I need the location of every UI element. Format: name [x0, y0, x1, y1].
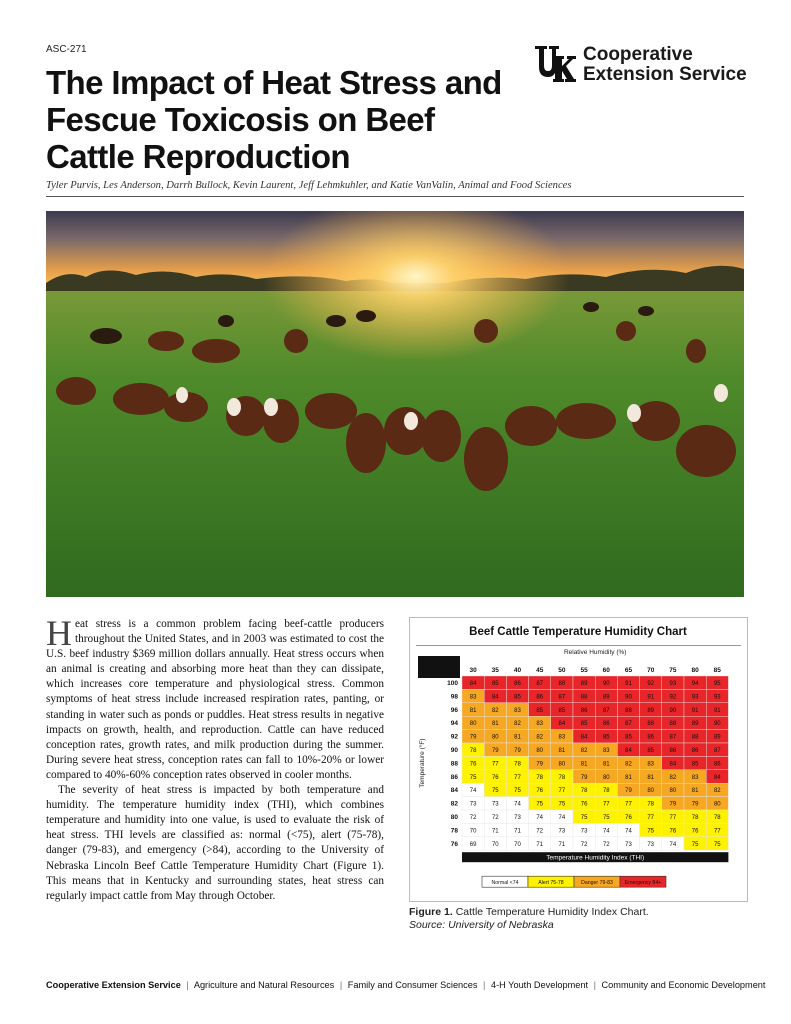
cell-value: 89 — [713, 734, 721, 741]
cell-value: 75 — [536, 801, 544, 808]
cell-value: 90 — [669, 707, 677, 714]
cell-value: 83 — [536, 721, 544, 728]
y-tick-label: 92 — [450, 733, 458, 741]
cell-value: 73 — [580, 828, 588, 835]
cell-value: 80 — [491, 734, 499, 741]
cell-value: 92 — [647, 681, 655, 687]
paragraph-1 — [46, 613, 384, 783]
cell-value: 86 — [602, 721, 610, 728]
cell-value: 70 — [491, 841, 499, 848]
legend-label: Normal <74 — [491, 880, 519, 887]
cell-value: 80 — [602, 774, 610, 781]
footer-item: Community and Economic Development — [601, 980, 766, 990]
cell-value: 69 — [469, 841, 477, 848]
logo-wordmark — [583, 45, 747, 85]
cell-value: 93 — [691, 694, 699, 701]
cell-value: 87 — [669, 734, 677, 741]
cell-value: 84 — [669, 761, 677, 768]
cell-value: 79 — [669, 801, 677, 808]
cell-value: 78 — [713, 815, 721, 821]
footer-separator: | — [593, 980, 596, 990]
cell-value: 79 — [514, 748, 521, 754]
cell-value: 88 — [691, 734, 699, 741]
header-divider — [46, 196, 744, 197]
thi-chart-figure — [409, 617, 748, 902]
x-tick-label: 85 — [713, 667, 721, 674]
intro-body — [46, 613, 384, 904]
cell-value: 78 — [580, 788, 588, 795]
cell-value: 75 — [514, 788, 521, 795]
cell-value: 80 — [713, 801, 721, 808]
x-tick-label: 40 — [513, 667, 522, 674]
cell-value: 85 — [625, 734, 632, 741]
cell-value: 83 — [602, 748, 610, 754]
y-tick-label: 100 — [447, 680, 458, 687]
cell-value: 71 — [536, 841, 544, 848]
cell-value: 77 — [491, 761, 499, 768]
y-tick-label: 82 — [450, 800, 458, 808]
cell-value: 84 — [625, 748, 632, 754]
cell-value: 80 — [647, 788, 655, 795]
y-tick-label: 86 — [450, 773, 458, 781]
cell-value: 78 — [602, 788, 610, 795]
cell-value: 80 — [669, 788, 677, 795]
y-tick-label: 94 — [450, 720, 458, 728]
cell-value: 76 — [536, 788, 544, 795]
cell-value: 77 — [713, 828, 721, 835]
cell-value: 86 — [536, 694, 544, 701]
cell-value: 88 — [625, 707, 632, 714]
x-tick-label: 70 — [647, 667, 655, 674]
thi-axis-label: Temperature Humidity Index (THI) — [546, 854, 645, 862]
cell-value: 80 — [558, 761, 566, 768]
cell-value: 88 — [669, 721, 677, 728]
cell-value: 95 — [713, 681, 721, 687]
cell-value: 85 — [647, 748, 655, 754]
cell-value: 82 — [625, 761, 632, 768]
cell-value: 85 — [580, 721, 588, 728]
footer-item: Agriculture and Natural Resources — [193, 980, 335, 990]
cell-value: 82 — [713, 788, 721, 795]
caption-label: Figure 1. — [409, 906, 453, 918]
cell-value: 77 — [625, 801, 632, 808]
cell-value: 70 — [514, 841, 521, 848]
x-tick-label: 45 — [536, 667, 544, 674]
cell-value: 76 — [580, 801, 588, 808]
author-line: Tyler Purvis, Les Anderson, Darrh Bullock, Kevin Laurent, Jeff Lehmkuhler, and Katie VanValin, Animal and Food Sciences — [46, 180, 572, 191]
cell-value: 86 — [580, 707, 588, 714]
cell-value: 84 — [580, 734, 588, 741]
cell-value: 74 — [625, 828, 632, 835]
cell-value: 73 — [558, 828, 566, 835]
paragraph-2: The severity of heat stress is impacted by both temperature and humidity. The temperature humidity index (THI), which combines temperature and humidity into one value, is used to evaluate the risk of heat stress. THI levels are classified as: normal (<75), alert (75-78), danger (79-83), and emergency (>84), according to the University of Nebraska Lincoln Beef Cattle Temperature Humidity Chart (Figure 1). This means that in Kentucky and surrounding states, heat stress can regularly impact cattle from May through October. — [46, 784, 384, 902]
y-axis-label: Temperature (°F) — [419, 738, 426, 788]
cell-value: 77 — [647, 815, 655, 821]
x-axis-label: Relative Humidity (%) — [563, 649, 627, 656]
page-footer — [46, 980, 766, 990]
footer-separator: | — [483, 980, 486, 990]
cell-value: 78 — [647, 801, 655, 808]
cell-value: 79 — [469, 734, 477, 741]
cell-value: 91 — [691, 707, 699, 714]
cell-value: 78 — [536, 774, 544, 781]
caption-text: Cattle Temperature Humidity Index Chart. — [455, 906, 649, 918]
cell-value: 72 — [580, 841, 588, 848]
cell-value: 81 — [602, 761, 610, 768]
chart-title: Beef Cattle Temperature Humidity Chart — [469, 626, 687, 638]
cell-value: 89 — [580, 681, 588, 687]
cell-value: 83 — [514, 707, 521, 714]
cell-value: 87 — [713, 748, 721, 754]
cattle-sunset-photo — [46, 211, 744, 597]
cell-value: 89 — [602, 694, 610, 701]
legend-label: Danger 79-83 — [581, 880, 613, 887]
cell-value: 87 — [558, 694, 566, 701]
cell-value: 80 — [469, 721, 477, 728]
cell-value: 78 — [469, 748, 477, 754]
cell-value: 71 — [491, 828, 499, 835]
cell-value: 81 — [491, 721, 499, 728]
cell-value: 86 — [514, 681, 521, 687]
uk-extension-logo — [533, 44, 753, 88]
logo-line-2: Extension Service — [583, 64, 747, 85]
cell-value: 83 — [647, 761, 655, 768]
footer-lead: Cooperative Extension Service — [46, 980, 181, 990]
cell-value: 75 — [558, 801, 566, 808]
y-tick-label: 96 — [450, 706, 458, 714]
paragraph-1-text: eat stress is a common problem facing beef-cattle producers throughout the United States, and in 2003 was estimated to cost the U.S. beef industry $369 million dollars annually. Heat stress occurs when an animal is creating and absorbing more heat than they can dissipate, which increases core temperature and physiological stress. Common symptoms of heat stress include increased respiration rates, panting, or standing in water such as ponds or puddles. Heat stress results in negative impacts on growth, health, and reproduction. Cattle can have reduced conception rates, growth rates, and milk production during the summer. During severe heat stress, conception rates can fall to 10%-20% or lower compared to 40%-60% conception rates observed in cooler months. — [46, 618, 384, 781]
cell-value: 76 — [691, 828, 699, 835]
cell-value: 74 — [514, 801, 521, 808]
cell-value: 74 — [536, 815, 544, 821]
cell-value: 86 — [713, 761, 721, 768]
cell-value: 91 — [713, 707, 721, 714]
cell-value: 84 — [469, 681, 477, 687]
cell-value: 83 — [691, 774, 699, 781]
cell-value: 89 — [647, 707, 655, 714]
cell-value: 79 — [691, 801, 699, 808]
cell-value: 75 — [469, 774, 477, 781]
x-tick-label: 60 — [602, 667, 610, 674]
y-tick-label: 84 — [450, 787, 458, 795]
drop-cap: H — [46, 613, 72, 653]
cell-value: 76 — [491, 774, 499, 781]
cell-value: 77 — [602, 801, 610, 808]
header-block — [418, 656, 460, 678]
cell-value: 94 — [691, 681, 699, 687]
document-id: ASC-271 — [46, 44, 87, 55]
cell-value: 81 — [469, 707, 477, 714]
cell-value: 73 — [625, 841, 632, 848]
thi-heatmap-chart — [410, 618, 747, 901]
x-tick-label: 35 — [491, 667, 499, 674]
cell-value: 75 — [713, 841, 721, 848]
cell-value: 82 — [580, 748, 588, 754]
cell-value: 72 — [469, 815, 477, 821]
footer-separator: | — [186, 980, 189, 990]
cell-value: 81 — [647, 774, 655, 781]
cell-value: 70 — [469, 828, 477, 835]
cell-value: 79 — [625, 788, 632, 795]
cell-value: 74 — [669, 841, 677, 848]
cell-value: 85 — [536, 707, 544, 714]
y-tick-label: 98 — [450, 693, 458, 701]
cell-value: 82 — [669, 774, 677, 781]
cell-value: 90 — [602, 681, 610, 687]
chart-title-rule — [416, 645, 741, 646]
cell-value: 91 — [647, 694, 655, 701]
cell-value: 83 — [469, 694, 477, 701]
footer-separator: | — [339, 980, 343, 990]
cell-value: 75 — [580, 815, 588, 821]
cell-value: 82 — [536, 734, 544, 741]
cell-value: 73 — [469, 801, 477, 808]
footer-item: 4-H Youth Development — [490, 980, 589, 990]
cell-value: 88 — [647, 721, 655, 728]
x-tick-label: 55 — [580, 667, 588, 674]
cell-value: 86 — [669, 748, 677, 754]
footer-item: Family and Consumer Sciences — [347, 980, 478, 990]
cell-value: 79 — [580, 774, 588, 781]
page-title: The Impact of Heat Stress and Fescue Toxicosis on Beef Cattle Reproduction — [46, 64, 502, 175]
cell-value: 88 — [558, 681, 566, 687]
y-tick-label: 90 — [450, 747, 458, 754]
y-tick-label: 88 — [450, 760, 458, 768]
cell-value: 90 — [713, 721, 721, 728]
cell-value: 72 — [602, 841, 610, 848]
cell-value: 80 — [536, 748, 544, 754]
cell-value: 74 — [602, 828, 610, 835]
y-tick-label: 78 — [450, 827, 458, 835]
cell-value: 81 — [558, 748, 566, 754]
cell-value: 87 — [536, 681, 544, 687]
cell-value: 82 — [491, 707, 499, 714]
cell-value: 81 — [625, 774, 632, 781]
cell-value: 75 — [647, 828, 655, 835]
cell-value: 75 — [602, 815, 610, 821]
cell-value: 76 — [669, 828, 677, 835]
cell-value: 76 — [469, 761, 477, 768]
y-tick-label: 80 — [450, 814, 458, 821]
x-tick-label: 50 — [558, 667, 566, 674]
cell-value: 77 — [669, 815, 677, 821]
caption-source: Source: University of Nebraska — [409, 919, 554, 931]
cell-value: 87 — [602, 707, 610, 714]
cell-value: 88 — [580, 694, 588, 701]
cell-value: 93 — [713, 694, 721, 701]
logo-line-1: Cooperative — [583, 44, 693, 65]
cell-value: 92 — [669, 694, 677, 701]
photo-illustration — [46, 211, 744, 597]
cell-value: 74 — [558, 815, 566, 821]
legend-label: Emergency 84+ — [624, 880, 662, 887]
cell-value: 76 — [625, 815, 632, 821]
cell-value: 89 — [691, 721, 699, 728]
figure-caption — [409, 906, 749, 932]
cell-value: 87 — [625, 721, 632, 728]
cell-value: 79 — [536, 761, 544, 768]
cell-value: 81 — [514, 734, 521, 741]
cell-value: 83 — [558, 734, 566, 741]
cell-value: 75 — [691, 841, 699, 848]
cell-value: 86 — [691, 748, 699, 754]
cell-value: 84 — [558, 721, 566, 728]
cell-value: 77 — [514, 774, 521, 781]
cell-value: 93 — [669, 681, 677, 687]
cell-value: 85 — [558, 707, 566, 714]
y-tick-label: 76 — [450, 840, 458, 848]
cell-value: 86 — [647, 734, 655, 741]
cell-value: 72 — [491, 815, 499, 821]
cell-value: 84 — [491, 694, 499, 701]
cell-value: 72 — [536, 828, 544, 835]
cell-value: 73 — [514, 815, 521, 821]
cell-value: 77 — [558, 788, 566, 795]
x-tick-label: 80 — [691, 667, 699, 674]
cell-value: 78 — [558, 774, 566, 781]
cell-value: 90 — [625, 694, 632, 701]
cell-value: 71 — [514, 828, 521, 835]
cell-value: 78 — [514, 761, 521, 768]
cell-value: 85 — [514, 694, 521, 701]
cell-value: 81 — [691, 788, 699, 795]
cell-value: 81 — [580, 761, 588, 768]
cell-value: 73 — [647, 841, 655, 848]
cell-value: 78 — [691, 815, 699, 821]
cell-value: 85 — [491, 681, 499, 687]
cell-value: 79 — [491, 748, 499, 754]
x-tick-label: 75 — [669, 667, 677, 674]
cell-value: 71 — [558, 841, 566, 848]
cell-value: 84 — [713, 774, 721, 781]
cell-value: 85 — [691, 761, 699, 768]
cell-value: 74 — [469, 788, 477, 795]
x-tick-label: 65 — [624, 667, 633, 674]
legend-label: Alert 75-78 — [538, 880, 564, 887]
cell-value: 75 — [491, 788, 499, 795]
cell-value: 82 — [514, 721, 521, 728]
cell-value: 85 — [602, 734, 610, 741]
x-tick-label: 30 — [469, 667, 477, 674]
uk-logo-icon — [533, 44, 577, 84]
cell-value: 73 — [491, 801, 499, 808]
cell-value: 91 — [625, 681, 632, 687]
